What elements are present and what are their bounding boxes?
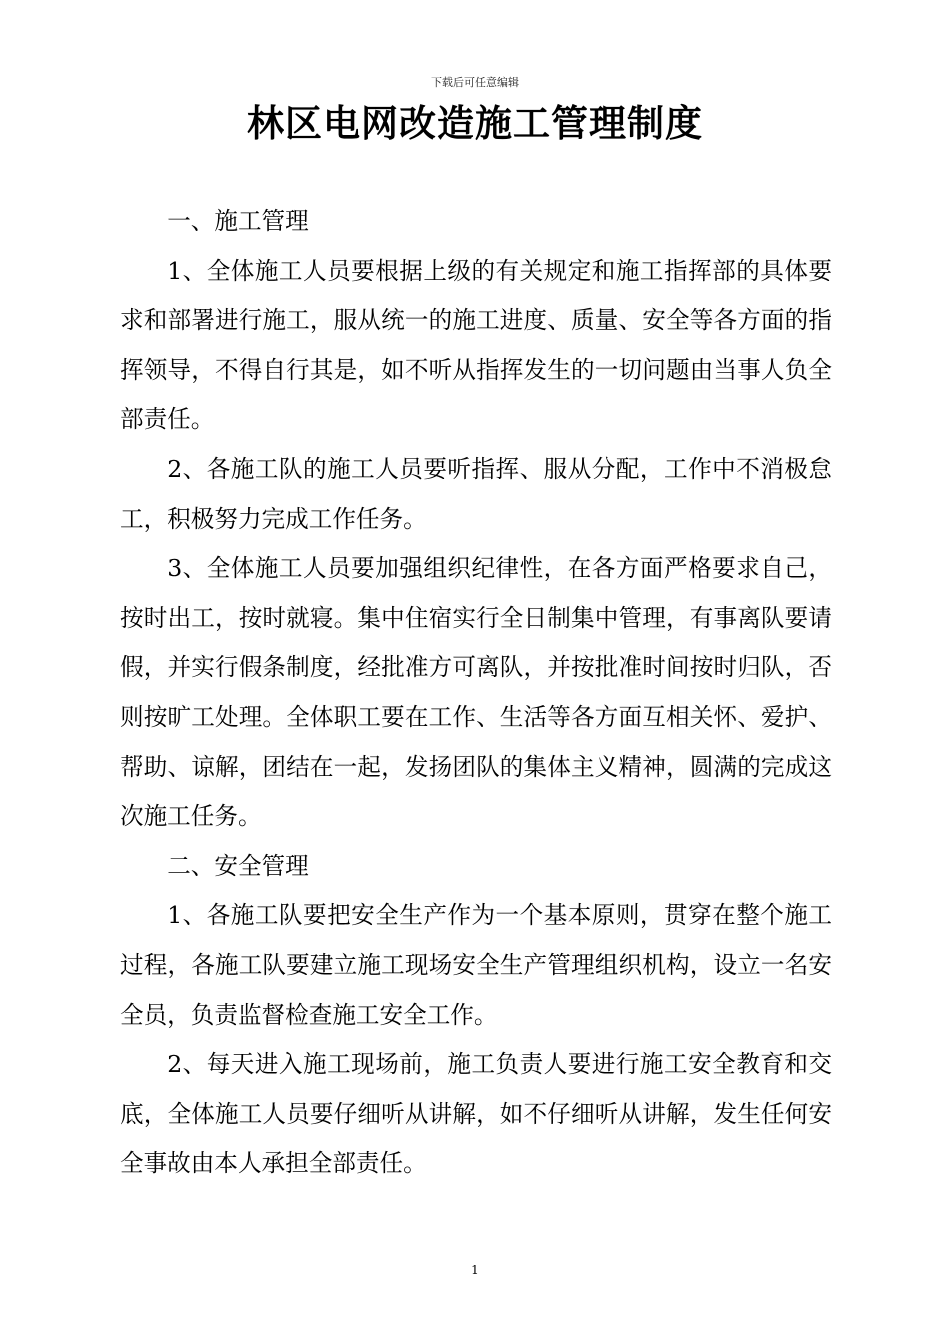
document-title: 林区电网改造施工管理制度: [247, 101, 703, 145]
paragraph: 2、每天进入施工现场前，施工负责人要进行施工安全教育和交底，全体施工人员要仔细听从讲解，如不仔细听从讲解，发生任何安全事故由本人承担全部责任。: [120, 1050, 832, 1178]
paragraph: 3、全体施工人员要加强组织纪律性，在各方面严格要求自己，按时出工，按时就寝。集中住宿实行全日制集中管理，有事离队要请假，并实行假条制度，经批准方可离队，并按批准时间按时归队，否则按旷工处理。全体职工要在工作、生活等各方面互相关怀、爱护、帮助、谅解，团结在一起，发扬团队的集体主义精神，圆满的完成这次施工任务。: [120, 554, 832, 831]
section-heading-safety: 二、安全管理: [167, 851, 309, 880]
section-heading-construction: 一、施工管理: [167, 207, 309, 235]
paragraph: 2、各施工队的施工人员要听指挥、服从分配，工作中不消极怠工，积极努力完成工作任务。: [120, 454, 832, 533]
page-number: 1: [471, 1263, 479, 1277]
paragraph: 1、全体施工人员要根据上级的有关规定和施工指挥部的具体要求和部署进行施工，服从统一的施工进度、质量、安全等各方面的指挥领导，不得自行其是，如不听从指挥发生的一切问题由当事人负全部责任。: [120, 256, 832, 434]
paragraph: 1、各施工队要把安全生产作为一个基本原则，贯穿在整个施工过程，各施工队要建立施工现场安全生产管理组织机构，设立一名安全员，负责监督检查施工安全工作。: [120, 901, 832, 1029]
document-body: [120, 197, 832, 1189]
header-note: 下载后可任意编辑: [431, 76, 519, 89]
